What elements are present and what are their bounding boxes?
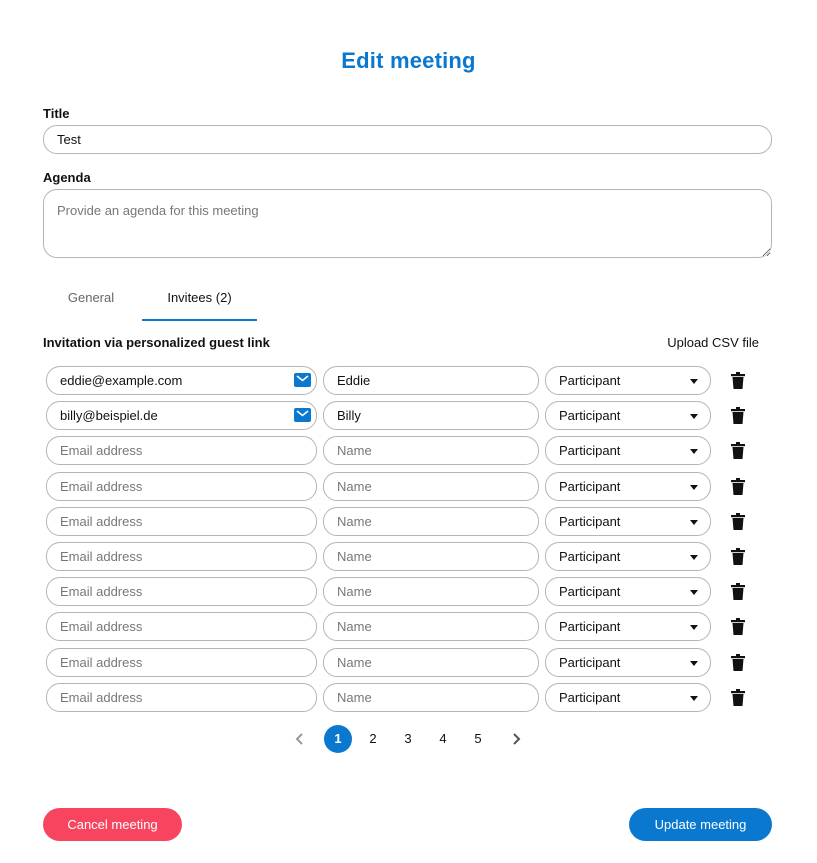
title-input[interactable]	[43, 125, 772, 154]
pagination-next-button[interactable]	[506, 725, 526, 753]
caret-down-icon	[690, 485, 698, 490]
role-select[interactable]	[545, 542, 711, 571]
role-select[interactable]	[545, 577, 711, 606]
invitee-row	[46, 436, 756, 465]
title-label: Title	[43, 106, 70, 121]
delete-row-button[interactable]	[731, 689, 745, 706]
trash-icon	[731, 407, 745, 424]
trash-icon	[731, 654, 745, 671]
chevron-right-icon	[511, 732, 521, 746]
email-field-wrapper	[46, 401, 317, 430]
role-select-value: Participant	[559, 549, 621, 564]
email-field-wrapper	[46, 577, 317, 606]
trash-icon	[731, 548, 745, 565]
invitee-row	[46, 472, 756, 501]
caret-down-icon	[690, 414, 698, 419]
tab-general[interactable]: General	[67, 290, 115, 305]
update-meeting-button[interactable]: Update meeting	[629, 808, 772, 841]
trash-icon	[731, 513, 745, 530]
name-field[interactable]	[323, 542, 539, 571]
agenda-label: Agenda	[43, 170, 91, 185]
email-field[interactable]	[46, 577, 317, 606]
name-field[interactable]	[323, 507, 539, 536]
invitee-row	[46, 507, 756, 536]
trash-icon	[731, 372, 745, 389]
cancel-meeting-button[interactable]: Cancel meeting	[43, 808, 182, 841]
name-field[interactable]	[323, 577, 539, 606]
name-field[interactable]	[323, 648, 539, 677]
delete-row-button[interactable]	[731, 618, 745, 635]
role-select-value: Participant	[559, 655, 621, 670]
trash-icon	[731, 442, 745, 459]
role-select-value: Participant	[559, 690, 621, 705]
email-field[interactable]	[46, 542, 317, 571]
email-field[interactable]	[46, 683, 317, 712]
caret-down-icon	[690, 379, 698, 384]
delete-row-button[interactable]	[731, 513, 745, 530]
invitee-row	[46, 612, 756, 641]
delete-row-button[interactable]	[731, 407, 745, 424]
pagination-prev-button[interactable]	[290, 725, 310, 753]
pagination	[0, 725, 817, 753]
email-field-wrapper	[46, 472, 317, 501]
email-field-wrapper	[46, 436, 317, 465]
name-field[interactable]	[323, 472, 539, 501]
delete-row-button[interactable]	[731, 583, 745, 600]
email-field-wrapper	[46, 648, 317, 677]
mail-glyph	[296, 375, 309, 385]
email-field[interactable]	[46, 472, 317, 501]
role-select-value: Participant	[559, 408, 621, 423]
role-select[interactable]	[545, 401, 711, 430]
delete-row-button[interactable]	[731, 372, 745, 389]
invitee-row	[46, 648, 756, 677]
email-field[interactable]	[46, 507, 317, 536]
caret-down-icon	[690, 590, 698, 595]
role-select[interactable]	[545, 648, 711, 677]
invitee-row	[46, 542, 756, 571]
invitee-row	[46, 577, 756, 606]
page-1-button[interactable]: 1	[324, 725, 352, 753]
role-select-value: Participant	[559, 584, 621, 599]
caret-down-icon	[690, 661, 698, 666]
delete-row-button[interactable]	[731, 654, 745, 671]
role-select-value: Participant	[559, 443, 621, 458]
email-field[interactable]	[46, 612, 317, 641]
email-field-wrapper	[46, 542, 317, 571]
email-field-wrapper	[46, 507, 317, 536]
tab-invitees[interactable]: Invitees (2)	[142, 283, 257, 321]
mail-icon[interactable]	[294, 373, 311, 387]
role-select-value: Participant	[559, 514, 621, 529]
role-select[interactable]	[545, 507, 711, 536]
email-field-wrapper	[46, 366, 317, 395]
role-select-value: Participant	[559, 373, 621, 388]
mail-icon[interactable]	[294, 408, 311, 422]
name-field[interactable]	[323, 366, 539, 395]
role-select[interactable]	[545, 472, 711, 501]
email-field[interactable]	[46, 436, 317, 465]
name-field[interactable]	[323, 401, 539, 430]
role-select[interactable]	[545, 366, 711, 395]
email-field-wrapper	[46, 612, 317, 641]
chevron-left-icon	[295, 732, 305, 746]
delete-row-button[interactable]	[731, 442, 745, 459]
role-select-value: Participant	[559, 479, 621, 494]
trash-icon	[731, 689, 745, 706]
invitee-row	[46, 366, 756, 395]
page-5-button[interactable]: 5	[474, 731, 482, 746]
page-4-button[interactable]: 4	[439, 731, 447, 746]
caret-down-icon	[690, 449, 698, 454]
caret-down-icon	[690, 520, 698, 525]
invitee-row	[46, 683, 756, 712]
invitation-heading: Invitation via personalized guest link	[43, 335, 270, 350]
mail-glyph	[296, 410, 309, 420]
page-title: Edit meeting	[341, 48, 476, 73]
email-field-wrapper	[46, 683, 317, 712]
email-field[interactable]	[46, 401, 317, 430]
caret-down-icon	[690, 625, 698, 630]
caret-down-icon	[690, 555, 698, 560]
page-3-button[interactable]: 3	[404, 731, 412, 746]
name-field[interactable]	[323, 683, 539, 712]
delete-row-button[interactable]	[731, 478, 745, 495]
upload-csv-link[interactable]: Upload CSV file	[667, 335, 759, 350]
role-select[interactable]	[545, 436, 711, 465]
email-field[interactable]	[46, 366, 317, 395]
email-field[interactable]	[46, 648, 317, 677]
trash-icon	[731, 478, 745, 495]
caret-down-icon	[690, 696, 698, 701]
delete-row-button[interactable]	[731, 548, 745, 565]
trash-icon	[731, 618, 745, 635]
trash-icon	[731, 583, 745, 600]
name-field[interactable]	[323, 436, 539, 465]
page-2-button[interactable]: 2	[369, 731, 377, 746]
role-select[interactable]	[545, 683, 711, 712]
name-field[interactable]	[323, 612, 539, 641]
invitee-row	[46, 401, 756, 430]
role-select[interactable]	[545, 612, 711, 641]
agenda-input[interactable]	[43, 189, 772, 258]
role-select-value: Participant	[559, 619, 621, 634]
